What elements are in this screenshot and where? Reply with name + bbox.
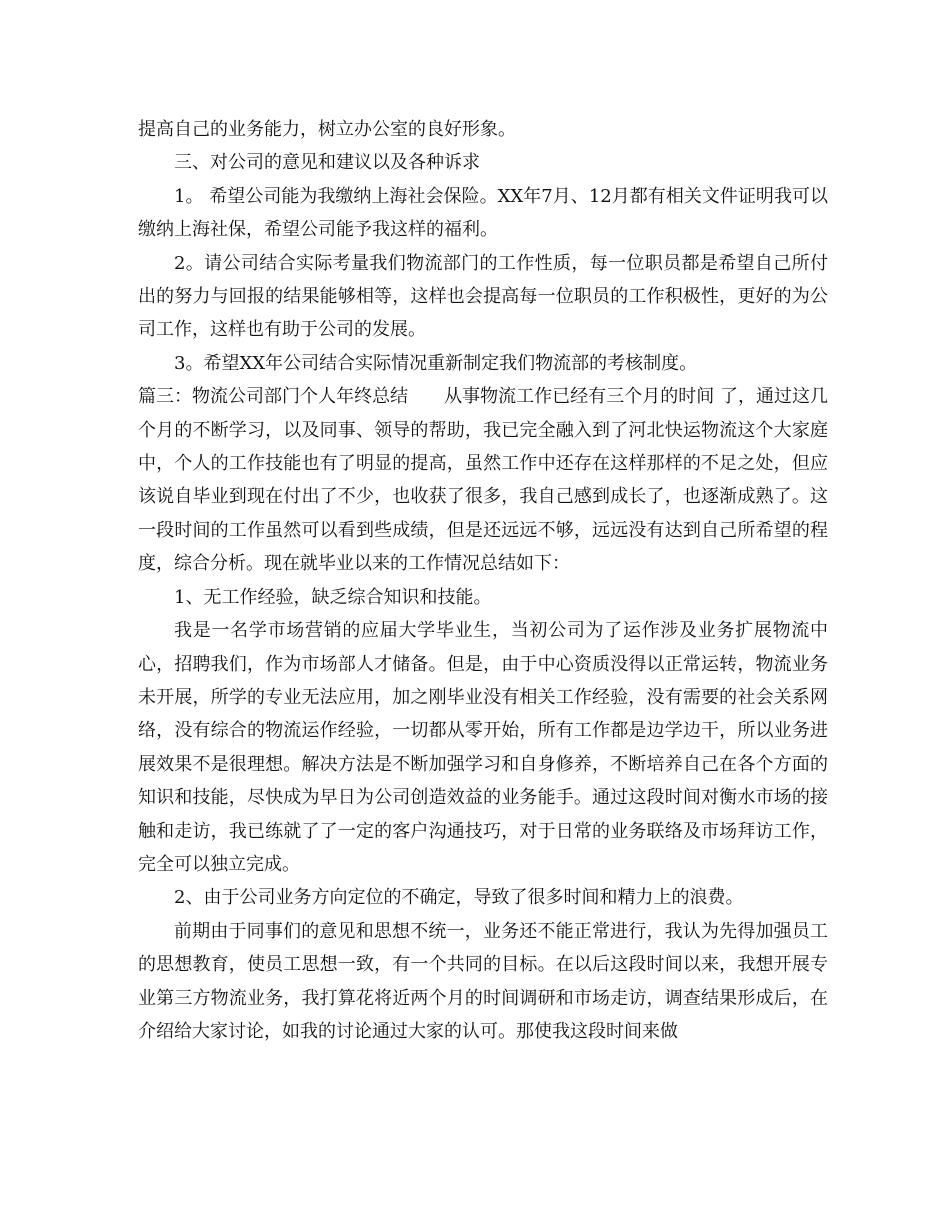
paragraph-item-2: 2。请公司结合实际考量我们物流部门的工作性质，每一位职员都是希望自己所付出的努力与回报的结果能够相等，这样也会提高每一位职员的工作积极性，更好的为公司工作，这样也有助于公司的发展。 [138,252,828,341]
paragraph-item-1: 1。 希望公司能为我缴纳上海社会保险。XX年7月、12月都有相关文件证明我可以缴纳上海社保，希望公司能予我这样的福利。 [138,185,828,241]
paragraph-continuation: 提高自己的业务能力，树立办公室的良好形象。 [138,119,516,140]
document-body [138,113,828,1048]
paragraph-early-stage: 前期由于同事们的意见和思想不统一，业务还不能正常进行，我认为先得加强员工的思想教育，使员工思想一致，有一个共同的目标。在以后这段时间以来，我想开展专业第三方物流业务，我打算花将近两个月的时间调研和市场走访，调查结果形成后，在介绍给大家讨论，如我的讨论通过大家的认可。那使我这段时间来做 [138,920,828,1042]
paragraph-heading-no-experience: 1、无工作经验，缺乏综合知识和技能。 [174,586,492,608]
section-heading-suggestions: 三、对公司的意见和建议以及各种诉求 [174,152,480,174]
paragraph-marketing-graduate: 我是一名学市场营销的应届大学毕业生，当初公司为了运作涉及业务扩展物流中心，招聘我们，作为市场部人才储备。但是，由于中心资质没得以正常运转，物流业务未开展，所学的专业无法应用，加之刚毕业没有相关工作经验，没有需要的社会关系网络，没有综合的物流运作经验，一切都从零开始，所有工作都是边学边干，所以业务进展效果不是很理想。解决方法是不断加强学习和自身修养，不断培养自己在各个方面的知识和技能，尽快成为早日为公司创造效益的业务能手。通过这段时间对衡水市场的接触和走访，我已练就了了一定的客户沟通技巧，对于日常的业务联络及市场拜访工作，完全可以独立完成。 [138,620,828,875]
paragraph-heading-direction: 2、由于公司业务方向定位的不确定，导致了很多时间和精力上的浪费。 [174,887,744,909]
paragraph-part-three-intro: 篇三：物流公司部门个人年终总结 从事物流工作已经有三个月的时间 了，通过这几个月的不断学习，以及同事、领导的帮助，我已完全融入到了河北快运物流这个大家庭中，个人的工作技能也有了明显的提高，虽然工作中还存在这样那样的不足之处，但应该说自毕业到现在付出了不少，也收获了很多，我自己感到成长了，也逐渐成熟了。这一段时间的工作虽然可以看到些成绩，但是还远远不够，远远没有达到自己所希望的程度，综合分析。现在就毕业以来的工作情况总结如下： [138,386,828,575]
paragraph-item-3: 3。希望XX年公司结合实际情况重新制定我们物流部的考核制度。 [174,352,698,374]
